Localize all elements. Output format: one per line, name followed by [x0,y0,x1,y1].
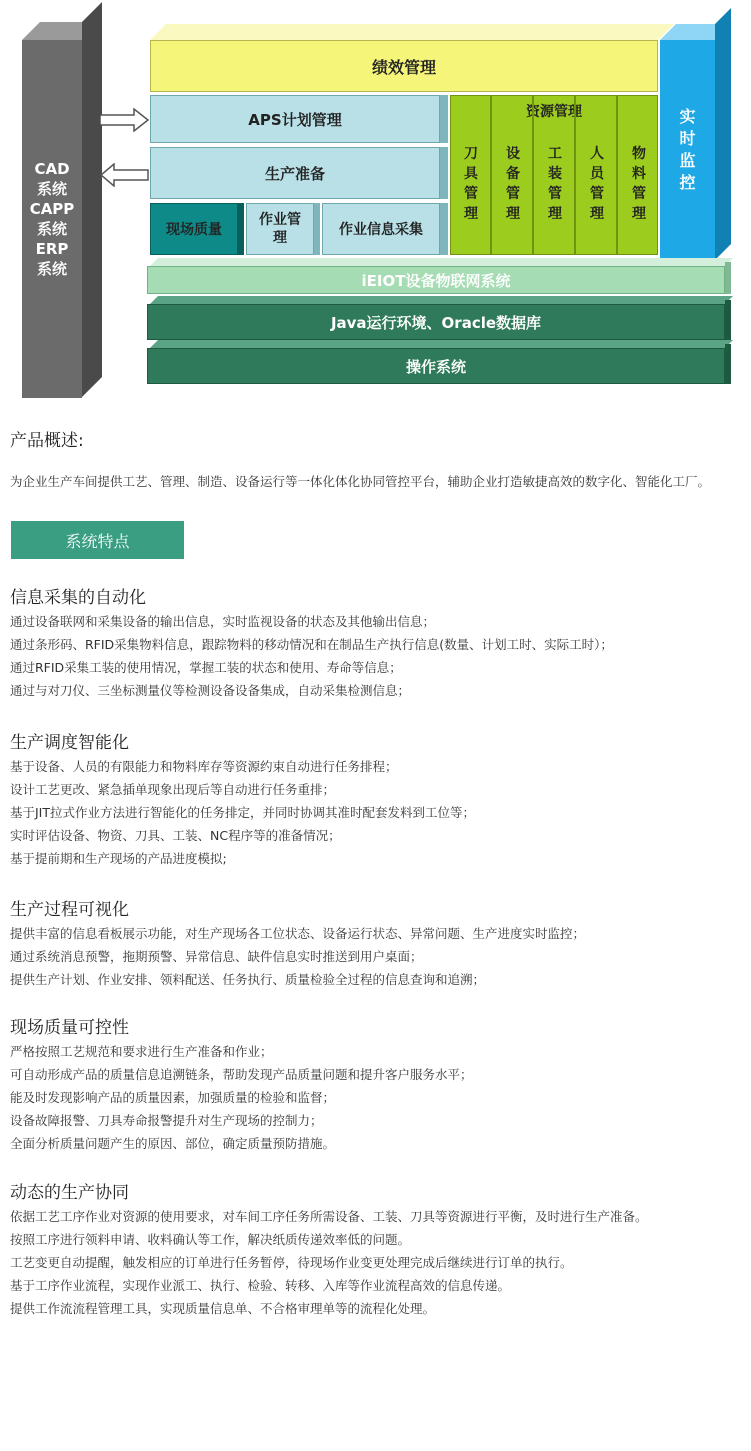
aps-side [440,95,448,143]
section-line: 全面分析质量问题产生的原因、部位，确定质量预防措施。 [10,1136,336,1151]
arrow-left-icon [100,163,150,187]
quality-side [238,203,244,255]
java-oracle-layer: Java运行环境、Oracle数据库 [147,304,725,340]
section-line: 通过设备联网和采集设备的输出信息，实时监视设备的状态及其他输出信息； [10,614,436,629]
sections [10,586,745,1320]
resource-title: 资源管理 [526,104,582,120]
section-quality [10,1016,745,1181]
iot-side [725,262,731,294]
section-line: 通过系统消息预警，拖期预警、异常信息、缺件信息实时推送到用户桌面； [10,949,423,964]
operating-system-layer: 操作系统 [147,348,725,384]
iot-system: iEIOT设备物联网系统 [147,266,725,294]
left-pillar-side [82,2,102,397]
section-line: 提供工作流流程管理工具，实现质量信息单、不合格审理单等的流程化处理。 [10,1301,436,1316]
section-title: 生产过程可视化 [10,900,129,920]
section-title: 现场质量可控性 [10,1018,129,1038]
performance-top [150,24,674,40]
resource-tool: 刀 具 管 理 [452,95,492,255]
section-line: 按照工序进行领料申请、收料确认等工作，解决纸质传递效率低的问题。 [10,1232,411,1247]
os-side [725,344,731,384]
section-line: 基于工序作业流程，实现作业派工、执行、检验、转移、入库等作业流程高效的信息传递。 [10,1278,511,1293]
section-line: 可自动形成产品的质量信息追溯链条，帮助发现产品质量问题和提升客户服务水平； [10,1067,473,1082]
section-line: 通过条形码、RFID采集物料信息，跟踪物料的移动情况和在制品生产执行信息(数量、计划工时、实际工时）； [10,637,613,652]
realtime-monitoring: 实 时 监 控 [660,40,715,260]
section-collaboration [10,1181,745,1320]
section-line: 基于提前期和生产现场的产品进度模拟; [10,851,227,866]
production-prep: 生产准备 [150,147,440,199]
realtime-side [715,8,731,260]
os-top [150,340,733,348]
iot-top [150,258,733,266]
resource-personnel: 人 员 管 理 [578,95,618,255]
java-side [725,300,731,340]
section-line: 能及时发现影响产品的质量因素，加强质量的检验和监督； [10,1090,336,1105]
section-line: 通过与对刀仪、三坐标测量仪等检测设备设备集成，自动采集检测信息； [10,683,411,698]
section-line: 依据工艺工序作业对资源的使用要求，对车间工序任务所需设备、工装、刀具等资源进行平衡，及时进行生产准备。 [10,1209,648,1224]
resource-fixture: 工 装 管 理 [536,95,576,255]
left-systems-pillar: CAD 系统 CAPP 系统 ERP 系统 [22,40,82,398]
aps-planning: APS计划管理 [150,95,440,143]
section-title: 动态的生产协同 [10,1183,129,1203]
section-visualization [10,898,745,1016]
section-line: 提供生产计划、作业安排、领料配送、任务执行、质量检验全过程的信息查询和追溯； [10,972,486,987]
section-scheduling [10,731,745,898]
architecture-diagram [0,0,751,410]
features-badge: 系统特点 [11,521,184,559]
section-line: 实时评估设备、物资、刀具、工装、NC程序等的准备情况； [10,828,341,843]
java-top [150,296,733,304]
resource-material: 物 料 管 理 [632,146,646,222]
job-info-collection: 作业信息采集 [322,203,440,255]
section-title: 信息采集的自动化 [10,588,146,608]
overview-heading: 产品概述: [10,431,84,451]
section-line: 基于设备、人员的有限能力和物料库存等资源约束自动进行任务排程； [10,759,398,774]
section-line: 提供丰富的信息看板展示功能，对生产现场各工位状态、设备运行状态、异常问题、生产进度实时监控； [10,926,586,941]
job-collect-side [440,203,448,255]
resource-equipment: 设 备 管 理 [494,95,534,255]
section-line: 严格按照工艺规范和要求进行生产准备和作业； [10,1044,273,1059]
overview-text: 为企业生产车间提供工艺、管理、制造、设备运行等一体化体化协同管控平台，辅助企业打造敏捷高效的数字化、智能化工厂。 [10,474,711,489]
arrow-right-icon [100,108,150,132]
prep-side [440,147,448,199]
section-data-collection [10,586,745,731]
section-line: 基于JIT拉式作业方法进行智能化的任务排定，并同时协调其准时配套发料到工位等； [10,805,476,820]
section-title: 生产调度智能化 [10,733,129,753]
job-management: 作业管 理 [246,203,314,255]
job-mgmt-side [314,203,320,255]
field-quality: 现场质量 [150,203,238,255]
section-line: 设计工艺更改、紧急插单现象出现后等自动进行任务重排； [10,782,336,797]
section-line: 通过RFID采集工装的使用情况，掌握工装的状态和使用、寿命等信息； [10,660,402,675]
section-line: 工艺变更自动提醒，触发相应的订单进行任务暂停，待现场作业变更处理完成后继续进行订单的执行。 [10,1255,573,1270]
section-line: 设备故障报警、刀具寿命报警提升对生产现场的控制力； [10,1113,323,1128]
performance-management: 绩效管理 [150,40,658,92]
